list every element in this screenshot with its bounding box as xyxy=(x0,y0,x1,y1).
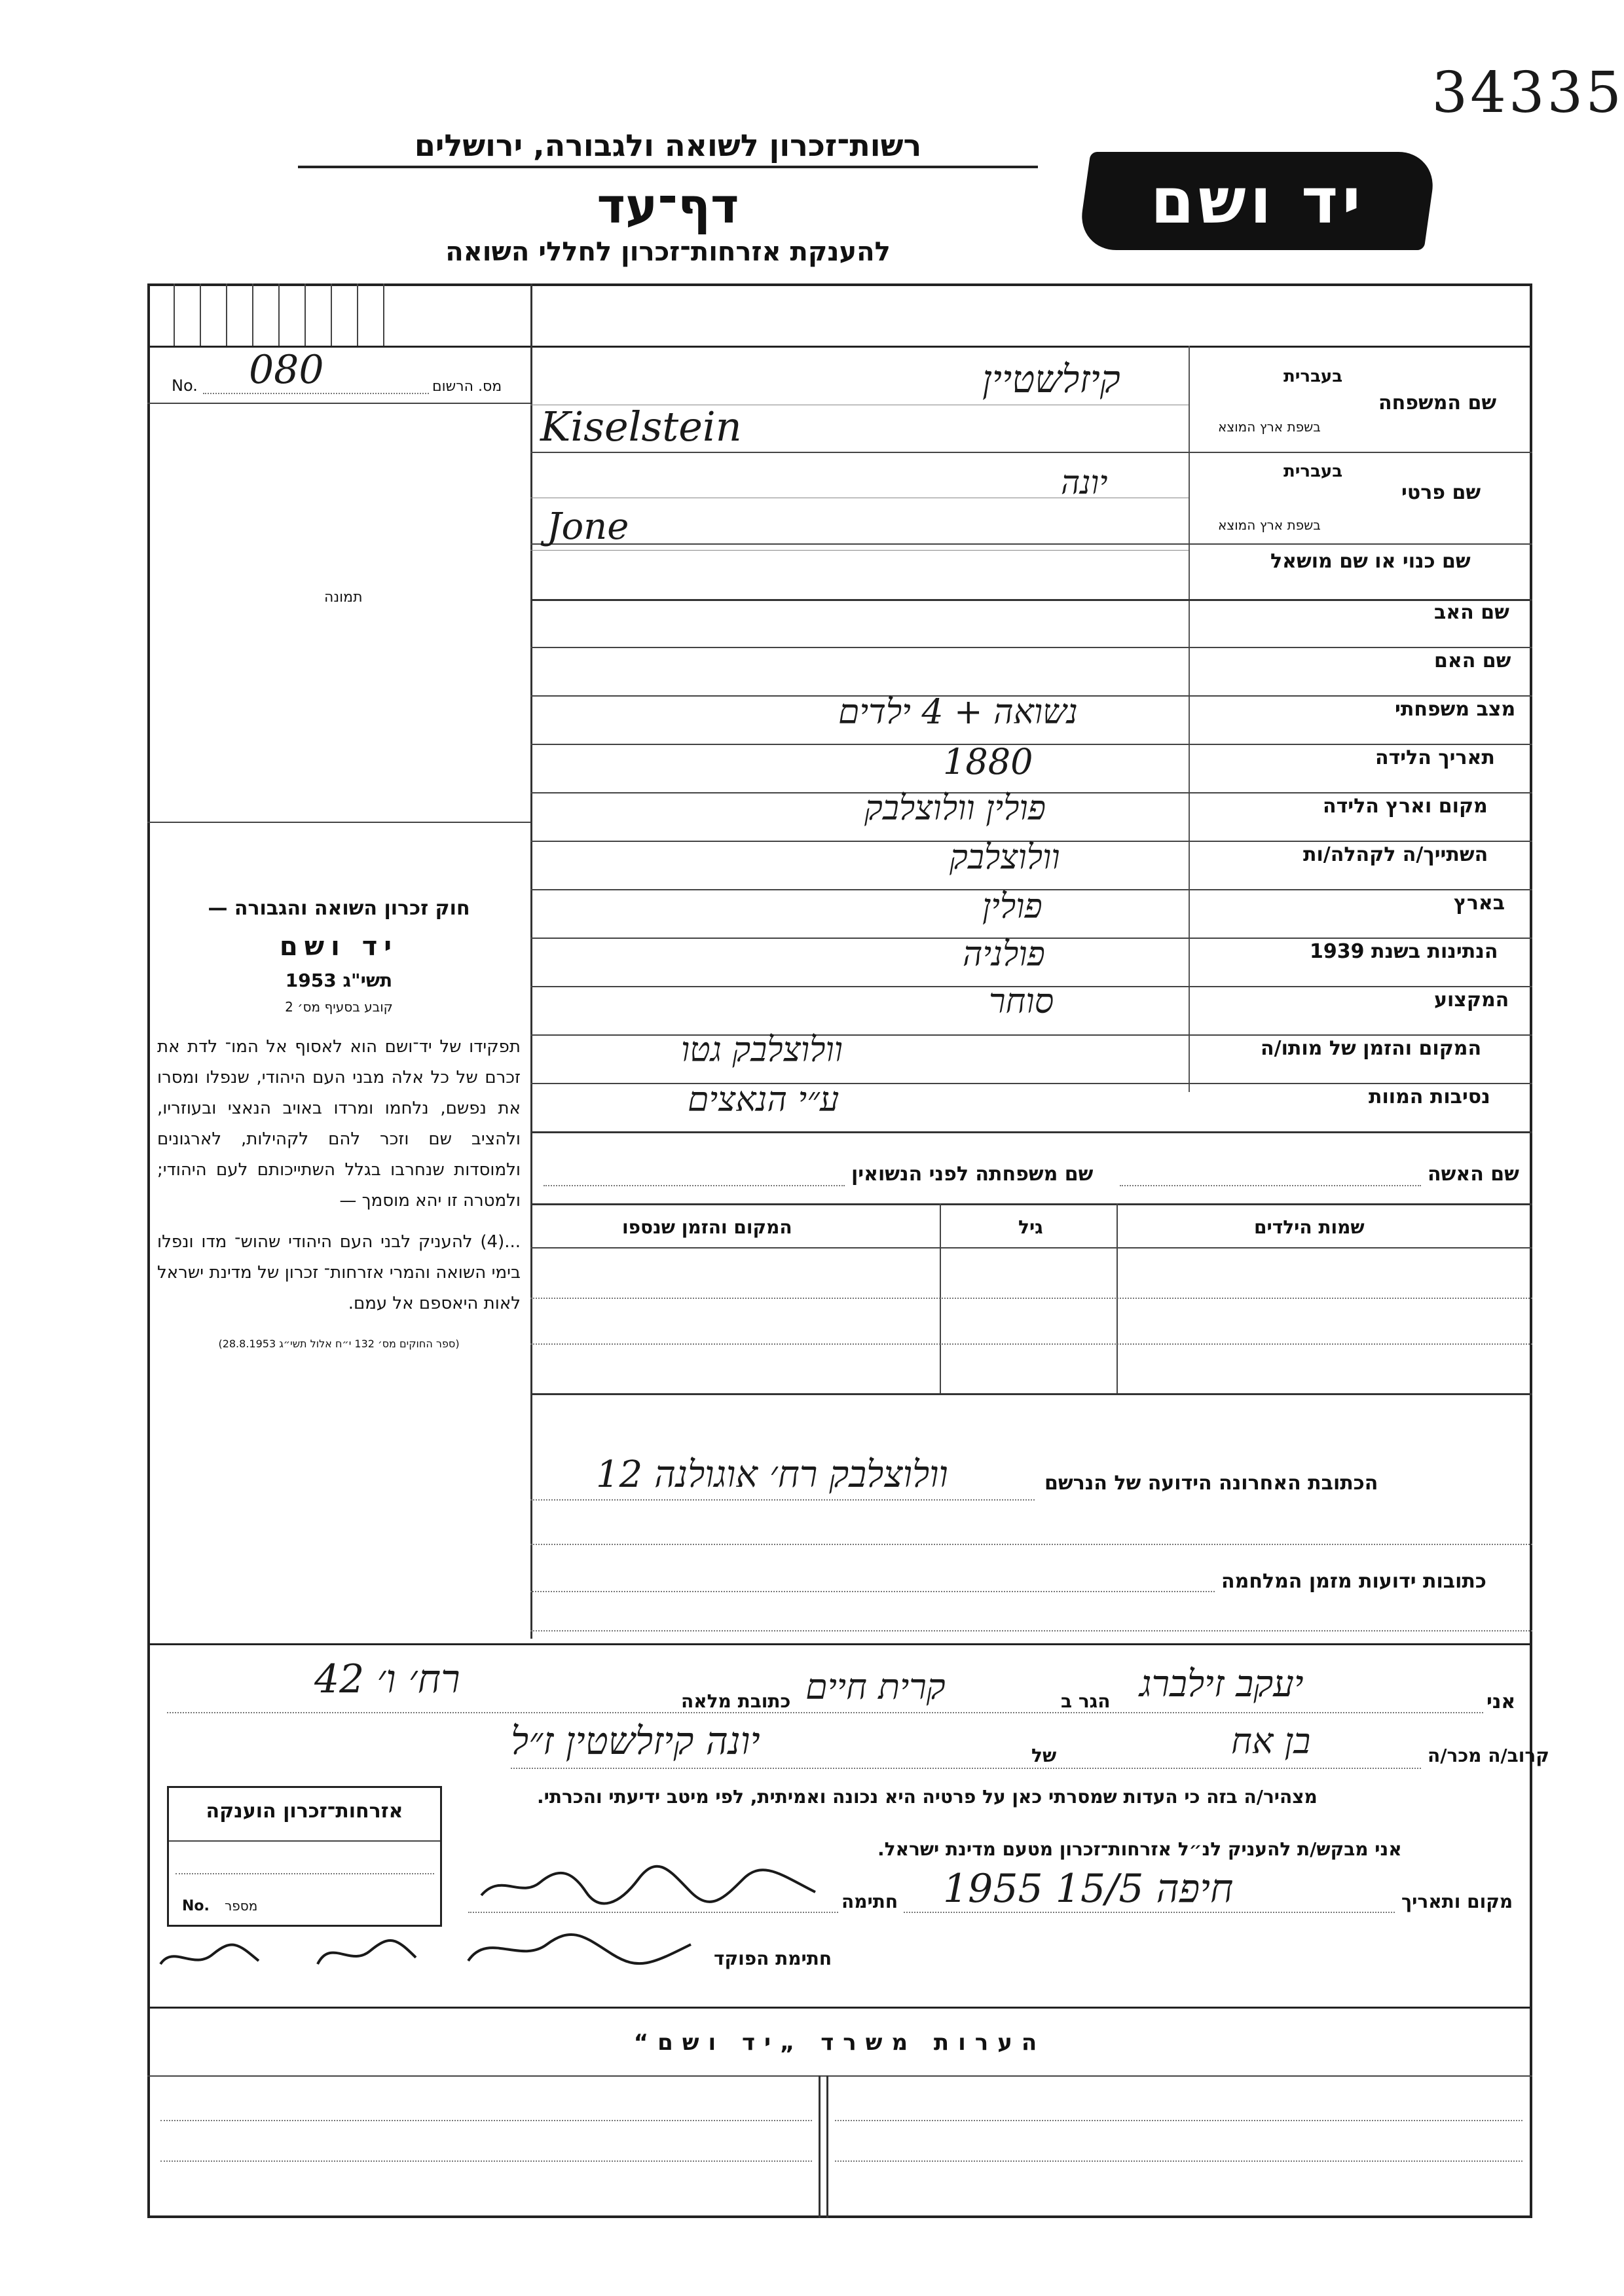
serial-number: 34335 xyxy=(1431,60,1624,126)
wartime-addresses-label: כתובות ידועות מזמן המלחמה xyxy=(1221,1570,1486,1593)
mother-name-label: שם האם xyxy=(1434,649,1511,672)
declaration-statement-1: מצהיר/ה בזה כי העדות שמסרתי כאן על פרטיה היא נכונה ואמיתית, לפי מיטב ידיעתי והכרתי. xyxy=(537,1786,1318,1808)
of-label: של xyxy=(1031,1745,1057,1766)
full-address-label: כתובת מלאה xyxy=(681,1690,791,1712)
lives-in-value: קרית חיים xyxy=(805,1666,946,1707)
family-name-hebrew-sublabel: בעברית xyxy=(1283,367,1343,386)
lives-in-label: הגר ב xyxy=(1061,1690,1111,1712)
last-address-value: וולוצלבק רח׳ אוגולנה 12 xyxy=(596,1453,948,1496)
place-date-label: מקום ותאריך xyxy=(1401,1891,1513,1912)
law-text-block xyxy=(157,897,521,1350)
declarant-label: אני xyxy=(1486,1690,1516,1713)
marital-status-value: נשואה + 4 ילדים xyxy=(838,693,1078,732)
reg-no-hebrew-label: מס. הרשום xyxy=(432,378,502,395)
form-subtitle: להענקת אזרחות־זכרון לחללי השואה xyxy=(445,237,891,267)
wife-maiden-name-label: שם משפחתה לפני הנשואין xyxy=(851,1163,1094,1186)
first-name-origin-value: Jone xyxy=(547,505,629,548)
declaration-statement-2: אני מבקש/ת להעניק לנ״ל אזרחות־זכרון מטעם מדינת ישראל. xyxy=(877,1838,1402,1860)
wife-name-label: שם האשה xyxy=(1428,1163,1519,1186)
country-label: בארץ xyxy=(1454,892,1505,915)
death-circumstances-value: ע״י הנאצים xyxy=(688,1080,840,1120)
family-name-origin-value: Kiselstein xyxy=(540,403,742,450)
full-address-value: רח׳ ו׳ 42 xyxy=(314,1656,460,1702)
citizenship-num-label: מספר xyxy=(225,1898,258,1914)
country-value: פולין xyxy=(982,887,1043,926)
family-name-origin-sublabel: בשפת ארץ המוצא xyxy=(1218,419,1321,435)
officer-signature-label: חתימת הפוקד xyxy=(714,1948,832,1969)
logo-text: יד ושם xyxy=(1150,164,1365,238)
death-circumstances-label: נסיבות המוות xyxy=(1369,1085,1490,1108)
first-name-label: שם פרטי xyxy=(1401,481,1481,504)
first-name-origin-sublabel: בשפת ארץ המוצא xyxy=(1218,517,1321,533)
remarks-title: הערות משרד „יד ושם“ xyxy=(633,2030,1046,2056)
death-place-time-value: וולוצלבק גטו xyxy=(681,1030,843,1070)
declarant-signature xyxy=(475,1859,832,1912)
first-name-hebrew-value: יונה xyxy=(1061,464,1108,501)
father-name-label: שם האב xyxy=(1434,601,1509,624)
occupation-label: המקצוע xyxy=(1434,989,1509,1011)
family-name-label: שם המשפחה xyxy=(1378,392,1497,414)
relation-value: בן אח xyxy=(1231,1721,1311,1762)
law-year: תשי"ג 1953 xyxy=(285,970,393,991)
children-header-age: גיל xyxy=(1018,1216,1043,1238)
nickname-label: שם כנוי או שם מושאל xyxy=(1270,550,1471,573)
officer-signature xyxy=(154,1918,704,1980)
community-value: וולוצלבק xyxy=(950,838,1060,877)
declarant-value: יעקב זילברג xyxy=(1139,1663,1304,1705)
first-name-hebrew-sublabel: בעברית xyxy=(1283,462,1343,481)
marital-status-label: מצב משפחתי xyxy=(1395,698,1516,721)
citizenship-no-label: No. xyxy=(182,1898,210,1914)
family-name-hebrew-value: קיזלשטיין xyxy=(982,357,1120,401)
law-name: יד ושם xyxy=(279,932,399,962)
signature-label: חתימה xyxy=(841,1891,898,1912)
children-header-place-time: המקום והזמן שנספו xyxy=(622,1216,792,1238)
death-place-time-label: המקום והזמן של מותו/ה xyxy=(1261,1037,1482,1060)
law-paragraph-1: תפקידו של יד־ושם הוא לאסוף אל המו־ לדת את זכרם של כל אלה מבני העם היהודי, שנפלו ומסרו את נפשם, נלחמו ומרדו באויב הנאצי ובעוזריו, ולהציב שם וזכר להם לקהילות, לארגונים ולמוסדות שנחרבו בגלל השתייכותם לעם היהודי; ולמטרה זו יהא מוסמך — xyxy=(157,1037,521,1211)
occupation-value: סוחר xyxy=(989,982,1054,1021)
citizenship-granted-title: אזרחות־זכרון הוענקה xyxy=(206,1800,403,1823)
birth-date-label: תאריך הלידה xyxy=(1375,746,1495,769)
yad-vashem-logo xyxy=(1077,152,1437,250)
children-header-names: שמות הילדים xyxy=(1254,1216,1365,1238)
community-label: השתייך/ה לקהלה/ות xyxy=(1303,843,1488,866)
place-date-value: חיפה 15/5 1955 xyxy=(943,1866,1234,1912)
birth-place-label: מקום וארץ הלידה xyxy=(1323,795,1488,818)
birth-place-value: פולין וולוצלבק xyxy=(864,789,1046,828)
law-title: חוק זכרון השואה והגבורה — xyxy=(208,897,470,920)
relation-label: קרוב/ה מכר/ה xyxy=(1428,1745,1549,1766)
law-paragraph-2: ...(4) להעניק לבני העם היהודי שהוש־ מדו ונפלו בימי השואה והמרי אזרחות־ זכרון של מדינת ישראל לאות היאספם אל עמם. xyxy=(157,1232,521,1313)
law-citation: (ספר החוקים מס׳ 132 י״ח אלול תשי״ג 28.8.1953) xyxy=(218,1338,460,1350)
citizenship-1939-value: פולניה xyxy=(963,935,1045,974)
citizenship-granted-box xyxy=(167,1786,442,1927)
form-title: דף־עד xyxy=(597,178,739,234)
authority-line: רשות־זכרון לשואה ולגבורה, ירושלים xyxy=(298,128,1038,168)
birth-date-value: 1880 xyxy=(943,741,1033,782)
last-address-label: הכתובת האחרונה הידועה של הנרשם xyxy=(1044,1472,1378,1495)
law-section: קובע בסעיף מס׳ 2 xyxy=(285,999,393,1015)
of-value: יונה קיזלשטין ז״ל xyxy=(511,1719,760,1763)
reg-no-value: 080 xyxy=(249,347,324,393)
citizenship-1939-label: הנתינות בשנת 1939 xyxy=(1310,940,1498,963)
photo-label: תמונה xyxy=(324,589,363,606)
reg-no-label: No. xyxy=(172,376,198,395)
